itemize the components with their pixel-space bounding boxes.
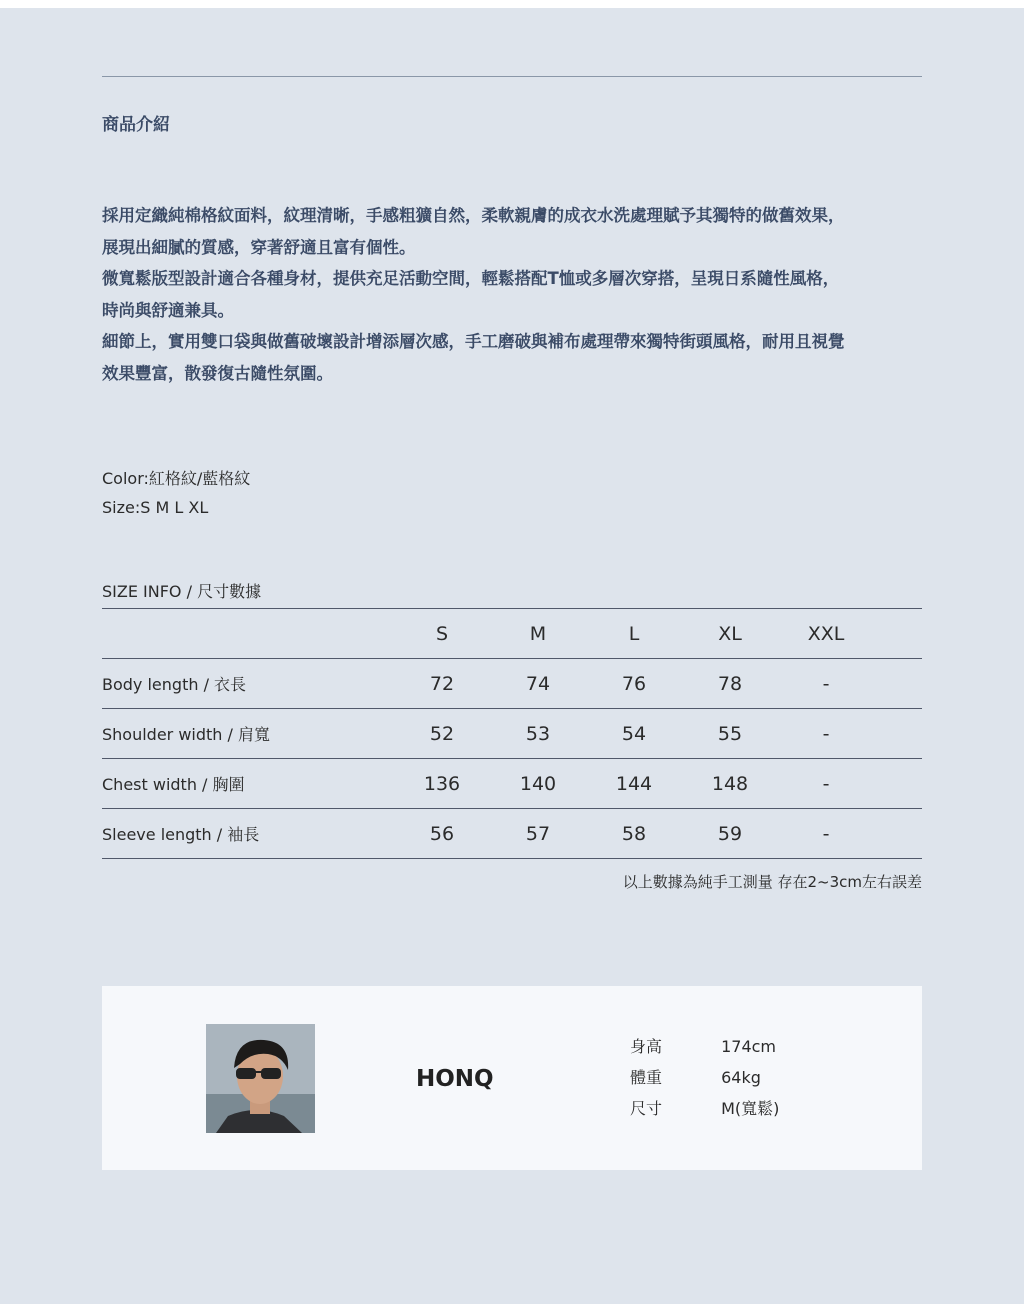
size-options: Size:S M L XL bbox=[102, 498, 209, 517]
model-portrait-icon bbox=[206, 1024, 315, 1133]
stat-height bbox=[630, 1034, 779, 1065]
cell-value: 57 bbox=[490, 809, 586, 859]
measurement-note: 以上數據為純手工測量 存在2~3cm左右誤差 bbox=[622, 873, 922, 891]
cell-spacer bbox=[874, 809, 922, 859]
table-row bbox=[102, 809, 922, 859]
cell-spacer bbox=[874, 759, 922, 809]
product-info-page bbox=[0, 8, 1024, 1304]
cell-value: 140 bbox=[490, 759, 586, 809]
description-line: 展現出細膩的質感，穿著舒適且富有個性。 bbox=[102, 237, 416, 257]
header-empty bbox=[102, 609, 394, 659]
section-title: 商品介紹 bbox=[102, 115, 170, 135]
row-label: Shoulder width / 肩寬 bbox=[102, 709, 394, 759]
cell-value: 53 bbox=[490, 709, 586, 759]
cell-value: 52 bbox=[394, 709, 490, 759]
header-size-m: M bbox=[490, 609, 586, 659]
cell-value: 58 bbox=[586, 809, 682, 859]
model-photo bbox=[206, 1024, 315, 1133]
table-row bbox=[102, 759, 922, 809]
header-size-xl: XL bbox=[682, 609, 778, 659]
row-label: Chest width / 胸圍 bbox=[102, 759, 394, 809]
cell-value: 59 bbox=[682, 809, 778, 859]
cell-value: 136 bbox=[394, 759, 490, 809]
cell-value: 54 bbox=[586, 709, 682, 759]
description-line: 時尚與舒適兼具。 bbox=[102, 300, 234, 320]
size-table bbox=[102, 608, 922, 859]
description-line: 細節上，實用雙口袋與做舊破壞設計增添層次感，手工磨破與補布處理帶來獨特街頭風格，耐用且視覺 bbox=[102, 332, 845, 351]
cell-value: 78 bbox=[682, 659, 778, 709]
cell-value: - bbox=[778, 759, 874, 809]
size-header-row bbox=[102, 609, 922, 659]
row-label: Body length / 衣長 bbox=[102, 659, 394, 709]
stat-label: 體重 bbox=[630, 1068, 663, 1087]
header-size-l: L bbox=[586, 609, 682, 659]
header-size-s: S bbox=[394, 609, 490, 659]
header-size-xxl: XXL bbox=[778, 609, 874, 659]
color-options: Color:紅格紋/藍格紋 bbox=[102, 469, 251, 488]
description-line: 效果豐富，散發復古隨性氛圍。 bbox=[102, 363, 333, 383]
row-label: Sleeve length / 袖長 bbox=[102, 809, 394, 859]
description-line: 採用定織純棉格紋面料，紋理清晰，手感粗獷自然，柔軟親膚的成衣水洗處理賦予其獨特的做舊效果， bbox=[102, 206, 845, 225]
model-stats bbox=[630, 1034, 779, 1127]
top-divider bbox=[102, 76, 922, 77]
header-spacer bbox=[874, 609, 922, 659]
cell-spacer bbox=[874, 659, 922, 709]
cell-spacer bbox=[874, 709, 922, 759]
cell-value: 56 bbox=[394, 809, 490, 859]
stat-size bbox=[630, 1096, 779, 1127]
model-name: HONQ bbox=[416, 1066, 494, 1092]
cell-value: 144 bbox=[586, 759, 682, 809]
size-info-title: SIZE INFO / 尺寸數據 bbox=[102, 582, 262, 601]
spec-block bbox=[102, 464, 250, 522]
cell-value: 55 bbox=[682, 709, 778, 759]
stat-value: 64kg bbox=[721, 1068, 761, 1087]
table-row bbox=[102, 709, 922, 759]
description-line: 微寬鬆版型設計適合各種身材，提供充足活動空間，輕鬆搭配T恤或多層次穿搭，呈現日系隨性風格， bbox=[102, 269, 840, 288]
cell-value: 76 bbox=[586, 659, 682, 709]
stat-label: 身高 bbox=[630, 1037, 663, 1056]
stat-label: 尺寸 bbox=[630, 1099, 663, 1118]
stat-value: M(寬鬆) bbox=[721, 1099, 780, 1118]
table-row bbox=[102, 659, 922, 709]
cell-value: 72 bbox=[394, 659, 490, 709]
model-card bbox=[102, 986, 922, 1170]
cell-value: 74 bbox=[490, 659, 586, 709]
stat-value: 174cm bbox=[721, 1037, 777, 1056]
product-description bbox=[102, 200, 932, 389]
cell-value: - bbox=[778, 709, 874, 759]
stat-weight bbox=[630, 1065, 779, 1096]
cell-value: 148 bbox=[682, 759, 778, 809]
cell-value: - bbox=[778, 659, 874, 709]
cell-value: - bbox=[778, 809, 874, 859]
